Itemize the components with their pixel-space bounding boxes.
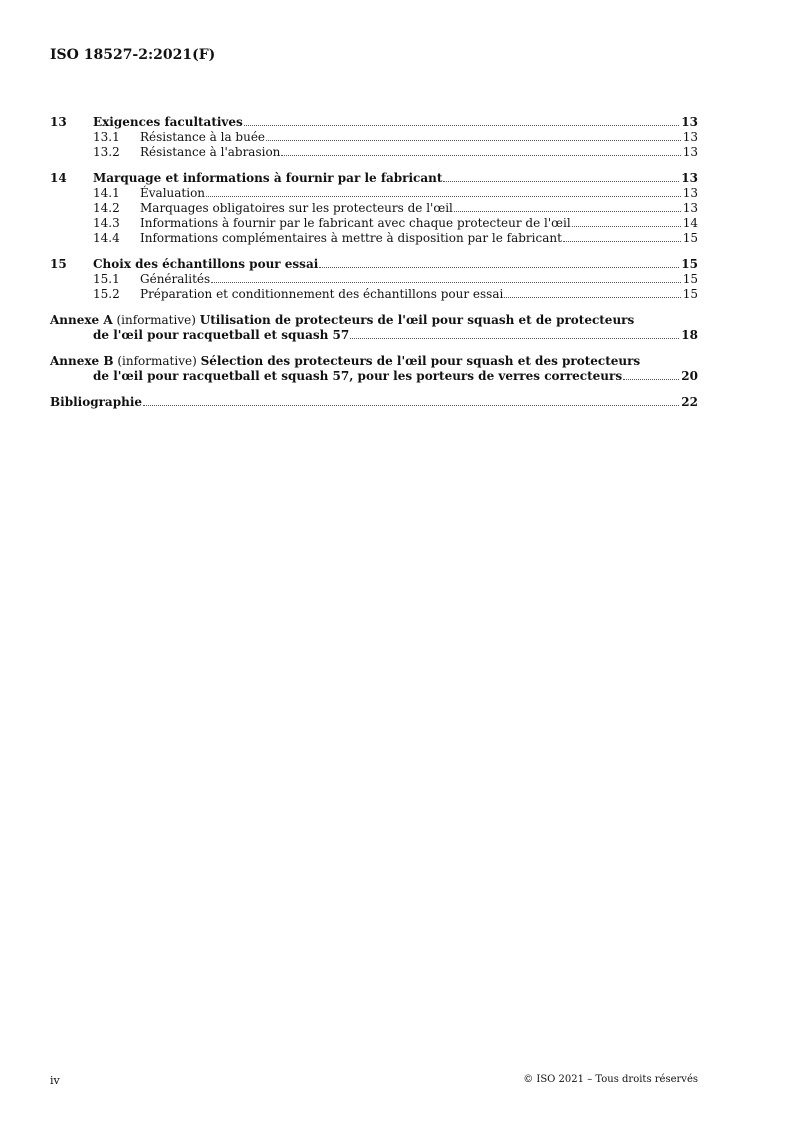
annex-label: Annexe A xyxy=(50,313,113,327)
toc-item-number: 14.3 xyxy=(93,216,120,230)
toc-item-14-1[interactable] xyxy=(50,186,698,201)
toc-page-number: 20 xyxy=(681,369,698,383)
toc-section-15[interactable] xyxy=(50,257,698,272)
toc-item-number: 15.2 xyxy=(93,287,120,301)
footer-copyright: © ISO 2021 – Tous droits réservés xyxy=(523,1074,698,1085)
annex-title-line1: Sélection des protecteurs de l'œil pour squash et des protecteurs xyxy=(200,354,641,368)
document-header: ISO 18527-2:2021(F) xyxy=(50,47,216,63)
toc-leader-dots xyxy=(504,297,680,298)
toc-leader-dots xyxy=(623,379,679,380)
toc-item-number: 13.1 xyxy=(93,130,120,144)
toc-page-number: 15 xyxy=(682,272,698,286)
toc-page-number: 13 xyxy=(681,171,698,185)
toc-item-title: Évaluation xyxy=(140,186,206,200)
toc-item-14-2[interactable] xyxy=(50,201,698,216)
toc-page-number: 15 xyxy=(682,231,698,245)
table-of-contents xyxy=(50,115,698,410)
toc-leader-dots xyxy=(266,140,681,141)
toc-section-14[interactable] xyxy=(50,171,698,186)
toc-section-13[interactable] xyxy=(50,115,698,130)
toc-item-title: Généralités xyxy=(140,272,211,286)
toc-item-title: Préparation et conditionnement des échantillons pour essai xyxy=(140,287,504,301)
toc-leader-dots xyxy=(143,405,679,406)
annex-title-line1: Utilisation de protecteurs de l'œil pour squash et de protecteurs xyxy=(199,313,635,327)
toc-item-15-1[interactable] xyxy=(50,272,698,287)
toc-bibliography[interactable] xyxy=(50,395,698,410)
toc-leader-dots xyxy=(572,226,681,227)
toc-page-number: 13 xyxy=(682,201,698,215)
toc-section-title: Choix des échantillons pour essai xyxy=(93,257,319,271)
toc-leader-dots xyxy=(454,211,681,212)
toc-page-number: 13 xyxy=(682,186,698,200)
toc-page-number: 15 xyxy=(682,287,698,301)
toc-section-title: Exigences facultatives xyxy=(93,115,243,129)
annex-title-line2: de l'œil pour racquetball et squash 57 xyxy=(93,328,350,342)
toc-leader-dots xyxy=(350,338,679,339)
toc-page-number: 18 xyxy=(681,328,698,342)
toc-leader-dots xyxy=(281,155,680,156)
toc-item-title: Informations à fournir par le fabricant avec chaque protecteur de l'œil xyxy=(140,216,571,230)
toc-section-number: 13 xyxy=(50,115,67,129)
toc-item-number: 14.2 xyxy=(93,201,120,215)
toc-item-title: Marquages obligatoires sur les protecteurs de l'œil xyxy=(140,201,453,215)
toc-page-number: 15 xyxy=(681,257,698,271)
annex-type: (informative) xyxy=(117,354,197,368)
toc-section-title: Bibliographie xyxy=(50,395,143,409)
toc-item-title: Informations complémentaires à mettre à disposition par le fabricant xyxy=(140,231,562,245)
toc-item-14-4[interactable] xyxy=(50,231,698,246)
footer-page-number: iv xyxy=(50,1074,60,1087)
toc-leader-dots xyxy=(319,267,679,268)
toc-leader-dots xyxy=(211,282,681,283)
toc-item-13-1[interactable] xyxy=(50,130,698,145)
toc-section-number: 15 xyxy=(50,257,67,271)
toc-item-14-3[interactable] xyxy=(50,216,698,231)
toc-page-number: 13 xyxy=(682,130,698,144)
toc-page-number: 14 xyxy=(682,216,698,230)
toc-item-13-2[interactable] xyxy=(50,145,698,160)
toc-item-number: 14.1 xyxy=(93,186,120,200)
toc-section-title: Marquage et informations à fournir par le fabricant xyxy=(93,171,443,185)
toc-item-number: 13.2 xyxy=(93,145,120,159)
annex-title-line2: de l'œil pour racquetball et squash 57, pour les porteurs de verres correcteurs xyxy=(93,369,623,383)
toc-annex-b[interactable] xyxy=(50,354,698,384)
annex-label: Annexe B xyxy=(50,354,114,368)
toc-item-number: 14.4 xyxy=(93,231,120,245)
toc-page-number: 13 xyxy=(682,145,698,159)
toc-leader-dots xyxy=(563,241,681,242)
toc-item-title: Résistance à l'abrasion xyxy=(140,145,281,159)
toc-leader-dots xyxy=(206,196,681,197)
toc-item-number: 15.1 xyxy=(93,272,120,286)
toc-annex-a[interactable] xyxy=(50,313,698,343)
toc-item-title: Résistance à la buée xyxy=(140,130,266,144)
toc-item-15-2[interactable] xyxy=(50,287,698,302)
toc-page-number: 22 xyxy=(681,395,698,409)
toc-section-number: 14 xyxy=(50,171,67,185)
toc-leader-dots xyxy=(443,181,679,182)
annex-type: (informative) xyxy=(116,313,196,327)
toc-page-number: 13 xyxy=(681,115,698,129)
toc-leader-dots xyxy=(244,125,680,126)
